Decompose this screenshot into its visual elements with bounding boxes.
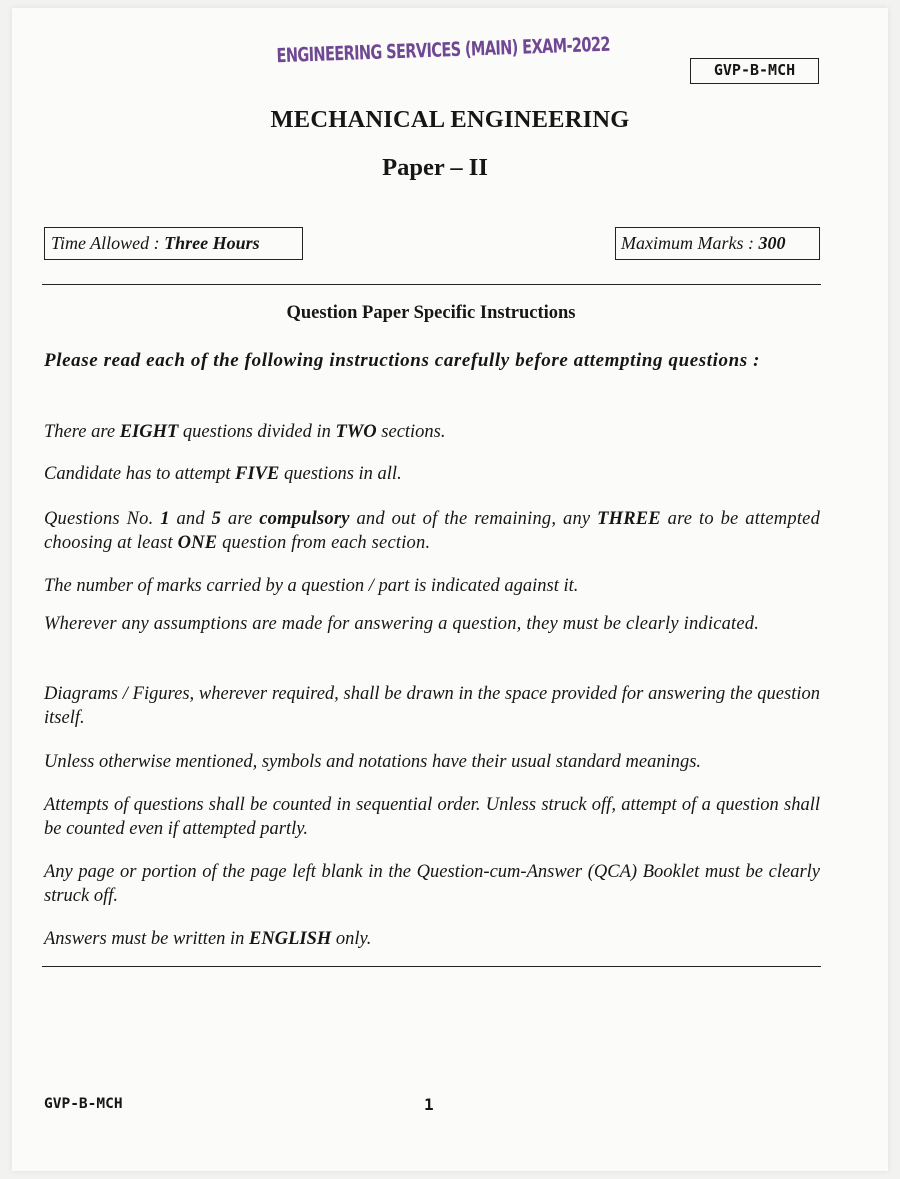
instruction-10	[44, 927, 820, 951]
maximum-marks-value: 300	[758, 233, 786, 253]
instruction-6: Diagrams / Figures, wherever required, shall be drawn in the space provided for answering the question itself.	[44, 684, 820, 728]
instruction-8: Attempts of questions shall be counted in sequential order. Unless struck off, attempt of a question shall be counted even if attempted partly.	[44, 795, 820, 839]
instruction-text: questions in all.	[279, 464, 402, 484]
instruction-text: Candidate has to attempt	[44, 464, 236, 484]
emphasis-text: TWO	[335, 422, 377, 442]
exam-stamp: ENGINEERING SERVICES (MAIN) EXAM-2022	[276, 34, 611, 68]
time-allowed-box	[44, 227, 303, 260]
instructions-heading: Question Paper Specific Instructions	[286, 303, 576, 323]
emphasis-text: ONE	[177, 533, 218, 553]
instruction-text: are to be attempted choosing at least	[44, 509, 821, 553]
instruction-2	[44, 462, 820, 486]
instruction-text: sections.	[376, 422, 446, 442]
emphasis-text: 1	[160, 509, 170, 529]
instruction-text: question from each section.	[217, 533, 431, 553]
emphasis-text: compulsory	[259, 509, 350, 529]
emphasis-text: ENGLISH	[249, 929, 332, 949]
instruction-7: Unless otherwise mentioned, symbols and notations have their usual standard meanings.	[44, 752, 702, 772]
instruction-text: Answers must be written in	[44, 929, 250, 949]
bottom-divider	[42, 966, 821, 967]
instruction-3	[44, 507, 820, 555]
emphasis-text: 5	[211, 509, 222, 529]
page-number: 1	[424, 1095, 434, 1114]
instruction-text: There are	[44, 422, 120, 442]
instructions-lead: Please read each of the following instructions carefully before attempting questions :	[44, 350, 761, 371]
subject-title: MECHANICAL ENGINEERING	[270, 106, 630, 133]
instruction-1	[44, 420, 820, 444]
emphasis-text: FIVE	[235, 464, 280, 484]
instruction-text: and out of the remaining, any	[349, 509, 598, 529]
emphasis-text: EIGHT	[119, 422, 179, 442]
instruction-text: are	[221, 509, 260, 529]
maximum-marks-box	[615, 227, 820, 260]
top-divider	[42, 284, 821, 285]
instruction-text: questions divided in	[178, 422, 336, 442]
time-allowed-label: Time Allowed :	[51, 233, 165, 253]
instruction-9: Any page or portion of the page left blank in the Question-cum-Answer (QCA) Booklet must be clearly struck off.	[44, 862, 820, 906]
instruction-text: only.	[331, 929, 372, 949]
maximum-marks-label: Maximum Marks :	[621, 233, 759, 253]
instruction-4: The number of marks carried by a question / part is indicated against it.	[44, 576, 579, 596]
instruction-text: and	[169, 509, 212, 529]
paper-code-box: GVP-B-MCH	[690, 58, 819, 84]
footer-paper-code: GVP-B-MCH	[44, 1096, 123, 1112]
instruction-text: Questions No.	[44, 509, 161, 529]
paper-number: Paper – II	[382, 154, 488, 181]
time-allowed-value: Three Hours	[164, 233, 260, 253]
instruction-5: Wherever any assumptions are made for answering a question, they must be clearly indicated.	[44, 614, 760, 634]
emphasis-text: THREE	[597, 509, 661, 529]
